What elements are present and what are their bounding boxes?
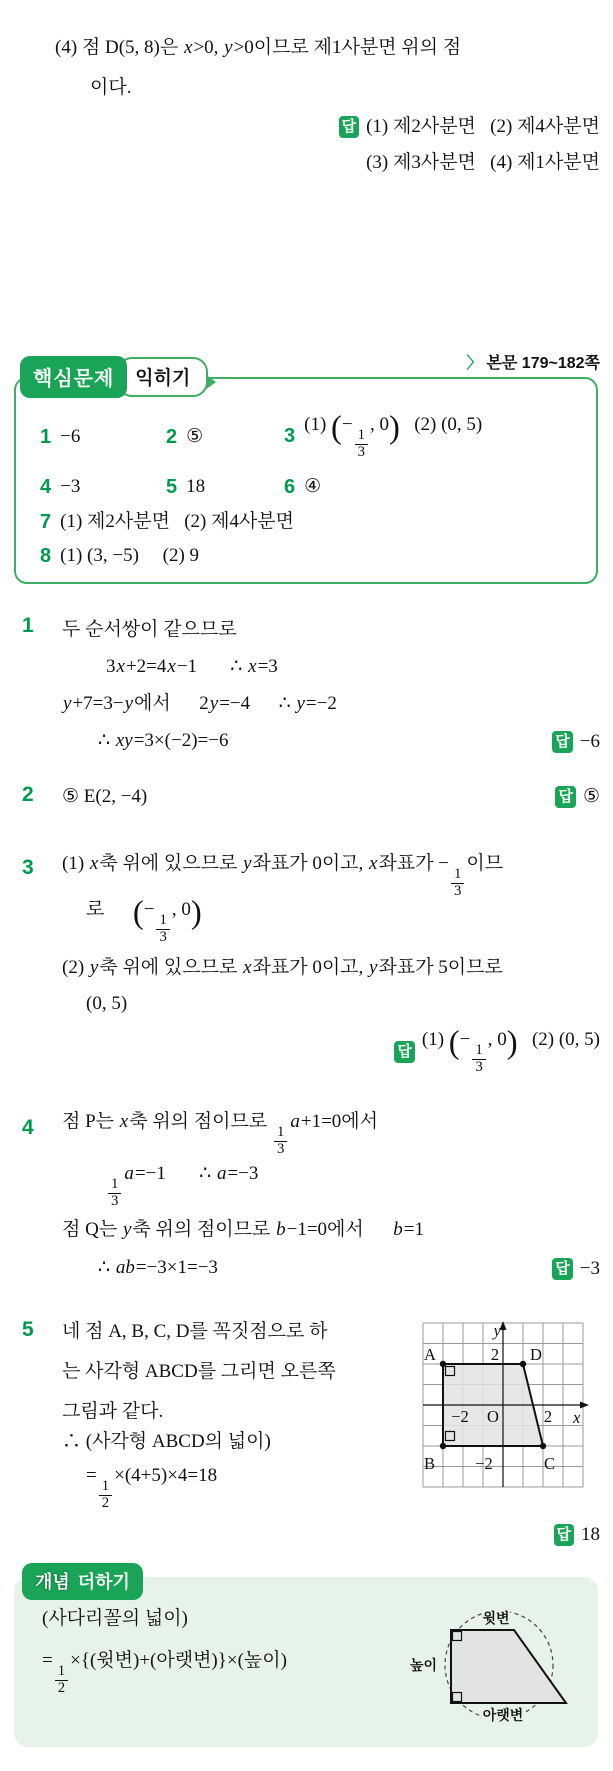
key-answer-number: 7 — [40, 510, 52, 533]
tick-yneg2-label: −2 — [475, 1454, 493, 1473]
answer-value: −6 — [579, 731, 600, 752]
solution-line: 는 사각형 ABCD를 그리면 오른쪽 — [62, 1361, 336, 1382]
point-a-label: A — [424, 1345, 436, 1364]
origin-label: O — [487, 1407, 499, 1426]
trapezoid-figure — [408, 1605, 586, 1731]
coordinate-grid-figure — [420, 1321, 592, 1493]
key-answer-value: 18 — [186, 476, 206, 497]
top-answer-line1 — [339, 115, 600, 140]
page-reference-text: 본문 179~182쪽 — [486, 355, 600, 372]
solution-answer — [552, 731, 600, 753]
solution-line: y+7=3−y에서 2y=−4 ∴ y=−2 — [63, 693, 337, 714]
solution4-line2: 이다. — [90, 77, 132, 98]
key-answer-4 — [40, 475, 80, 500]
tick-xneg2-label: −2 — [451, 1407, 469, 1426]
header-tab-practice: 익히기 — [117, 357, 208, 397]
point-c-label: C — [544, 1454, 556, 1473]
solution-line: 점 P는 x축 위의 점이므로 $\frac{1}{3}$ a+1=0에서 — [62, 1111, 378, 1157]
page-reference — [466, 350, 600, 373]
key-answer-5 — [166, 475, 205, 500]
solution-number: 1 — [22, 614, 34, 637]
top-answer1-text: (1) 제2사분면 (2) 제4사분면 — [366, 116, 600, 137]
answer-badge: 답 — [555, 786, 576, 808]
key-answer-value: ⑤ — [186, 426, 204, 447]
solution-answer — [555, 785, 600, 808]
solution-number: 4 — [22, 1116, 34, 1139]
tick-x2-label: 2 — [543, 1407, 553, 1426]
answer-badge: 답 — [394, 1041, 415, 1063]
solution-1 — [20, 612, 600, 772]
point-d-label: D — [530, 1345, 542, 1364]
answer-value: ⑤ — [582, 786, 600, 807]
solution-2 — [20, 779, 600, 815]
key-answer-value: −6 — [60, 426, 81, 447]
key-answer-value: (1) (3, −5) (2) 9 — [60, 545, 200, 566]
key-answer-value: (1) 제2사분면 (2) 제4사분면 — [60, 511, 295, 532]
solution-number: 3 — [22, 856, 34, 879]
y-axis-label: y — [493, 1321, 501, 1340]
answer-badge: 답 — [552, 1258, 573, 1280]
concept-badge-word1: 개념 — [35, 1572, 70, 1592]
trapezoid-shape — [451, 1630, 566, 1703]
top-answer-line2: (3) 제3사분면 (4) 제1사분면 — [366, 152, 600, 173]
x-axis-label: x — [573, 1408, 581, 1427]
solution-line: (2) y축 위에 있으므로 x좌표가 0이고, y좌표가 5이므로 — [62, 957, 503, 978]
solution-line: (0, 5) — [86, 993, 128, 1014]
solution-line: 네 점 A, B, C, D를 꼭짓점으로 하 — [62, 1321, 328, 1342]
solution-number: 5 — [22, 1318, 34, 1341]
key-answer-value: (1) (− $\frac{1}{3}$ , 0) (2) (0, 5) — [304, 409, 483, 460]
key-answer-3 — [284, 409, 483, 460]
solution-line: 두 순서쌍이 같으므로 — [62, 619, 237, 640]
concept-line1: (사다리꼴의 넓이) — [42, 1608, 188, 1629]
answer-badge: 답 — [339, 116, 360, 138]
solution-line: 로 (− $\frac{1}{3}$ , 0) — [86, 894, 202, 945]
solution-line: $\frac{1}{3}$ a=−1 ∴ a=−3 — [106, 1162, 258, 1209]
solution4-line1: (4) 점 D(5, 8)은 x>0, y>0이므로 제1사분면 위의 점 — [55, 37, 462, 58]
solution-line: 3x+2=4x−1 ∴ x=3 — [106, 656, 278, 677]
key-answers-header — [20, 356, 216, 398]
solution-line: ∴ ab=−3×1=−3 — [98, 1257, 218, 1278]
key-answer-8 — [40, 544, 199, 569]
solution-line: 점 Q는 y축 위의 점이므로 b−1=0에서 b=1 — [62, 1219, 424, 1240]
key-answer-value: −3 — [60, 476, 81, 497]
solution-line: ∴ xy=3×(−2)=−6 — [98, 730, 229, 751]
tick-y2-label: 2 — [490, 1345, 500, 1364]
key-answer-value: ④ — [304, 476, 322, 497]
answer-badge: 답 — [554, 1524, 575, 1546]
key-answer-6 — [284, 475, 321, 500]
point-b-label: B — [424, 1454, 436, 1473]
key-answer-7 — [40, 510, 294, 535]
key-answer-2 — [166, 425, 203, 450]
chevron-right-icon: 〉 — [466, 355, 483, 372]
key-answer-number: 4 — [40, 475, 52, 498]
solution-5-answer — [554, 1524, 601, 1546]
solution-answer — [394, 1024, 600, 1075]
solution-number: 2 — [22, 783, 34, 806]
solution-line: 그림과 같다. — [62, 1401, 164, 1422]
solution-line: = $\frac{1}{2}$ ×(4+5)×4=18 — [86, 1465, 218, 1511]
solution-line: (1) x축 위에 있으므로 y좌표가 0이고, x좌표가 − $\frac{1}{3}$ 이므 — [62, 853, 504, 899]
key-answers-box — [14, 368, 598, 584]
label-height: 높이 — [410, 1659, 438, 1674]
key-answer-number: 5 — [166, 475, 178, 498]
solution-3 — [20, 846, 600, 1076]
key-answer-number: 1 — [40, 425, 52, 448]
key-answer-number: 3 — [284, 425, 296, 448]
key-answer-1 — [40, 425, 80, 450]
key-answer-number: 8 — [40, 544, 52, 567]
answer-value: 18 — [581, 1524, 600, 1545]
concept-line2: = $\frac{1}{2}$ ×{(윗변)+(아랫변)}×(높이) — [42, 1650, 287, 1696]
concept-plus-box — [14, 1572, 598, 1747]
x-axis-arrow-icon — [580, 1402, 589, 1409]
solution-line: ∴ (사각형 ABCD의 넓이) — [62, 1431, 271, 1452]
concept-badge — [22, 1563, 143, 1600]
solution-answer — [552, 1258, 600, 1280]
concept-badge-word2: 더하기 — [77, 1572, 130, 1592]
solution-line: ⑤ E(2, −4) — [62, 786, 148, 807]
solution-4 — [20, 1104, 600, 1299]
label-bottom-side: 아랫변 — [482, 1709, 524, 1724]
label-top-side: 윗변 — [482, 1612, 510, 1627]
answer-value: −3 — [579, 1258, 600, 1279]
key-answer-number: 2 — [166, 425, 178, 448]
answer-badge: 답 — [552, 731, 573, 753]
header-tab-core-problems: 핵심문제 — [20, 356, 127, 398]
answer-value: (1) (− $\frac{1}{3}$ , 0) (2) (0, 5) — [421, 1024, 600, 1075]
key-answer-number: 6 — [284, 475, 296, 498]
